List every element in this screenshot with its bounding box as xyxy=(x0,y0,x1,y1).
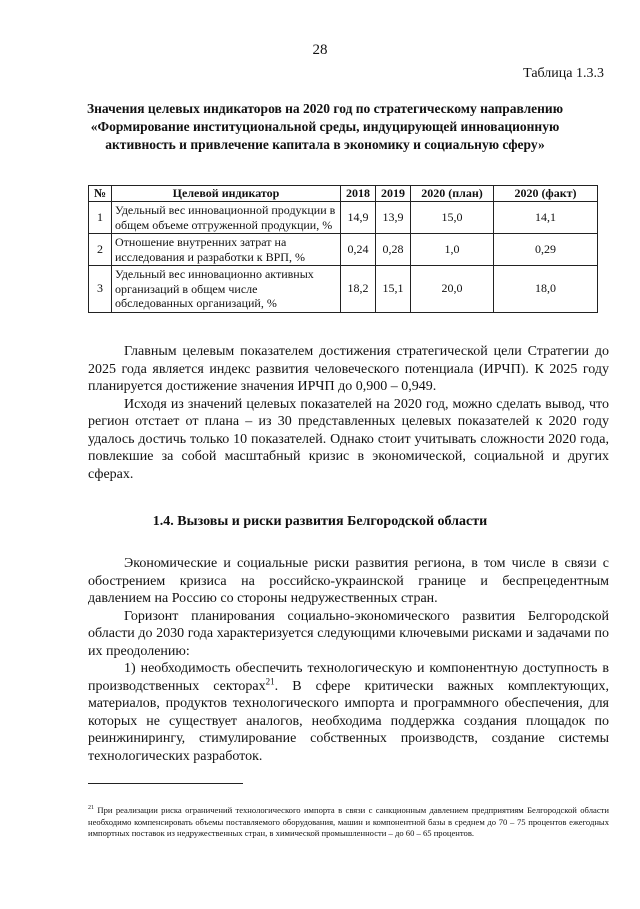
paragraph: Главным целевым показателем достижения стратегической цели Стратегии до 2025 года является индекс развития человеческого потенциала (ИРЧП). К 2025 году планируется достижение значения ИРЧП до 0,900 – 0,949. xyxy=(88,344,609,394)
header-number: № xyxy=(89,186,112,202)
row-number: 1 xyxy=(89,202,112,234)
row-number: 3 xyxy=(89,266,112,313)
body-text-block-2 xyxy=(88,555,609,765)
value-2018: 0,24 xyxy=(341,234,376,266)
indicator-name: Удельный вес инновационной продукции в общем объеме отгруженной продукции, % xyxy=(112,202,341,234)
table-title: Значения целевых индикаторов на 2020 год по стратегическому направлению «Формирование институциональной среды, индуцирующей инновационную активность и привлечение капитала в экономику и социальную сферу» xyxy=(86,101,564,152)
page-number: 28 xyxy=(312,42,328,58)
footnote-mark: 21 xyxy=(88,805,94,812)
value-2020-plan: 15,0 xyxy=(411,202,494,234)
section-heading: 1.4. Вызовы и риски развития Белгородской области xyxy=(152,514,488,529)
list-item-text: 1) необходимость обеспечить технологическую и компонентную доступность в производственных секторах xyxy=(88,661,609,694)
table-row xyxy=(89,234,598,266)
value-2020-plan: 1,0 xyxy=(411,234,494,266)
value-2019: 13,9 xyxy=(376,202,411,234)
value-2018: 18,2 xyxy=(341,266,376,313)
table-row xyxy=(89,202,598,234)
table-header-row xyxy=(89,186,598,202)
row-number: 2 xyxy=(89,234,112,266)
value-2020-fact: 0,29 xyxy=(494,234,598,266)
value-2020-fact: 14,1 xyxy=(494,202,598,234)
footnote-separator xyxy=(88,783,243,784)
indicator-name: Отношение внутренних затрат на исследования и разработки к ВРП, % xyxy=(112,234,341,266)
value-2020-fact: 18,0 xyxy=(494,266,598,313)
header-2019: 2019 xyxy=(376,186,411,202)
paragraph: Экономические и социальные риски развития региона, в том числе в связи с обострением кризиса на российско-украинской границе и беспрецедентным давлением на Россию со стороны недружественных стран. xyxy=(88,556,609,606)
table-row xyxy=(89,266,598,313)
indicators-table xyxy=(88,185,598,313)
value-2019: 15,1 xyxy=(376,266,411,313)
value-2020-plan: 20,0 xyxy=(411,266,494,313)
list-item-1 xyxy=(88,660,609,765)
header-indicator: Целевой индикатор xyxy=(112,186,341,202)
footnote xyxy=(88,805,609,840)
paragraph: Горизонт планирования социально-экономического развития Белгородской области до 2030 года характеризуется следующими ключевыми рисками и задачами по их преодолению: xyxy=(88,608,609,659)
value-2019: 0,28 xyxy=(376,234,411,266)
header-2018: 2018 xyxy=(341,186,376,202)
header-2020-fact: 2020 (факт) xyxy=(494,186,598,202)
list-item-text: . В сфере критически важных комплектующих, материалов, продуктов технологического импорта и программного обеспечения, для которых не существует аналогов, необходима поддержка создания площадок по реинжинирингу, стимулирование собственных производств, создание системы технологических разработок. xyxy=(88,678,610,764)
header-2020-plan: 2020 (план) xyxy=(411,186,494,202)
footnote-ref[interactable]: 21 xyxy=(265,675,275,686)
body-text-block-1 xyxy=(88,343,609,483)
paragraph: Исходя из значений целевых показателей на 2020 год, можно сделать вывод, что регион отстает от плана – из 30 представленных целевых показателей к 2020 году удалось достичь только 10 показателей. Однако стоит учитывать сложности 2020 года, повлекшие за собой масштабный кризис в экономической, социальной и других сферах. xyxy=(88,396,609,482)
table-label: Таблица 1.3.3 xyxy=(523,66,604,81)
indicator-name: Удельный вес инновационно активных организаций в общем числе обследованных организаций, % xyxy=(112,266,341,313)
footnote-text: При реализации риска ограничений технологического импорта в связи с санкционным давлением предприятиям Белгородской области необходимо компенсировать объемы поставляемого оборудования, машин и компонентной базы в среднем до 70 – 75 процентов ежегодных импортных поставок из недружественных стран, в химической промышленности – до 60 – 65 процентов. xyxy=(88,805,609,838)
value-2018: 14,9 xyxy=(341,202,376,234)
